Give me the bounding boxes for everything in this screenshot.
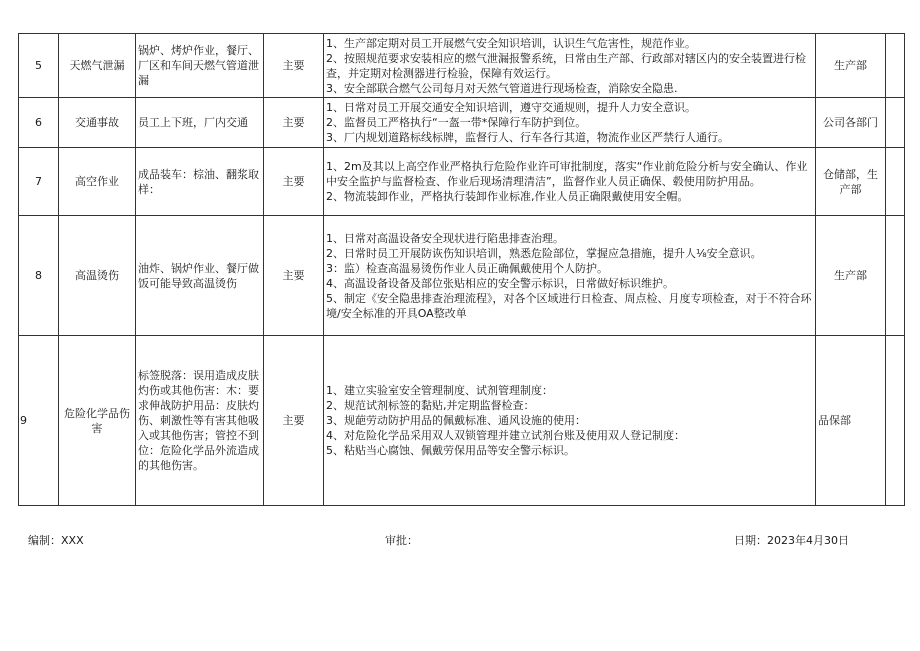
- hazard-name: 高温烫伤: [59, 216, 136, 336]
- measure-item: 5、粘贴当心腐蚀、佩戴劳保用品等安全警示标识。: [326, 444, 575, 457]
- blank-cell: [886, 98, 905, 148]
- measure-item: 1、日常对员工开展交通安全知识培训，遵守交通规则，提升人力安全意识。: [326, 101, 696, 114]
- measure-item: 3：监）检查高温易烫伤作业人员正确佩戴使用个人防护。: [326, 261, 608, 275]
- control-measures: [324, 148, 816, 216]
- measure-item: 3、规葩劳动防护用品的佩戴标准、通风设施的使用：: [326, 414, 586, 427]
- measure-item: 1、2m及其以上高空作业严格执行危险作业许可审批制度，落实“作业前危险分析与安全确认、作业中安全监护与监督检查、作业后现场清理清洁”，监督作业人员正确保、毂使用防护用品。: [326, 160, 808, 188]
- table-row: [19, 216, 905, 336]
- measure-item: 2、监督员工严格执行“一盔一带*保障行车防护到位。: [326, 116, 587, 129]
- measure-item: 5、制定《安全隐患排查治理流程》，对各个区域进行日检查、周点检、月度专项检查，对于不符合环境/安全标准的开具OA整改单: [326, 291, 812, 320]
- hazard-name: 交通事故: [59, 98, 136, 148]
- blank-cell: [886, 336, 905, 506]
- blank-cell: [886, 216, 905, 336]
- risk-level: 主要: [264, 148, 324, 216]
- table-row: [19, 336, 905, 506]
- hazard-name: 危险化学品伤害: [59, 336, 136, 506]
- responsible-department: 仓储部，生产部: [816, 148, 886, 216]
- editor-field: 编制：XXX: [28, 534, 84, 547]
- row-number: 5: [19, 34, 59, 98]
- measure-item: 4、高温设备设备及部位张贴相应的安全警示标识，日常做好标识维护。: [326, 276, 674, 290]
- measure-item: 2、规范试剂标签的黏贴,并定期监督检查：: [326, 399, 535, 412]
- row-number: 9: [19, 336, 59, 506]
- date-field: 日期：2023年4月30日: [734, 534, 849, 547]
- measure-item: 3、安全部联合燃气公司每月对天然气管道进行现场检查，消除安全隐患.: [326, 81, 678, 95]
- measure-item: 2、按照规范要求安装相应的燃气泄漏报警系统，日常由生产部、行政部对辖区内的安全装置进行检查，并定期对检测器进行检验，保障有效运行。: [326, 51, 806, 80]
- blank-cell: [886, 34, 905, 98]
- hazard-scene: 员工上下班，厂内交通: [136, 98, 264, 148]
- hazard-scene: 标签脱落：误用造成皮肤灼伤或其他伤害：木：要求伸战防护用品：皮肤灼伤、刺激性等有害其他吸入或其他伤害；管控不到位：危险化学品外流造成的其他伤害。: [136, 336, 264, 506]
- blank-cell: [886, 148, 905, 216]
- control-measures: [324, 336, 816, 506]
- table-row: [19, 98, 905, 148]
- risk-level: 主要: [264, 98, 324, 148]
- risk-level: 主要: [264, 216, 324, 336]
- hazard-name: 高空作业: [59, 148, 136, 216]
- measure-item: 4、对危险化学品采用双人双锁管理并建立试剂台账及使用双人登记制度：: [326, 429, 685, 442]
- responsible-department: 生产部: [816, 34, 886, 98]
- reviewer-field: 审批：: [385, 534, 418, 547]
- control-measures: [324, 216, 816, 336]
- hazard-name: 天燃气泄漏: [59, 34, 136, 98]
- hazard-scene: 锅炉、烤炉作业，餐厅、厂区和车间天燃气管道泄漏: [136, 34, 264, 98]
- measure-item: 1、生产部定期对员工开展燃气安全知识培训，认识生气危害性，规范作业。: [326, 36, 696, 50]
- responsible-department: 公司各部门: [816, 98, 886, 148]
- responsible-department: 生产部: [816, 216, 886, 336]
- control-measures: [324, 98, 816, 148]
- control-measures: [324, 34, 816, 98]
- measure-item: 2、物流装卸作业，严格执行装卸作业标准,作业人员正确限戴使用安全帽。: [326, 190, 689, 203]
- hazard-scene: 油炸、锅炉作业、餐厅做饭可能导致高温烫伤: [136, 216, 264, 336]
- table-row: [19, 34, 905, 98]
- row-number: 8: [19, 216, 59, 336]
- measure-item: 3、厂内规划道路标线标牌，监督行人、行车各行其道，物流作业区严禁行人通行。: [326, 131, 729, 144]
- responsible-department: 品保部: [816, 336, 886, 506]
- measure-item: 1、日常对高温设备安全现状进行陷患排查治理。: [326, 231, 564, 245]
- hazard-scene: 成品装车：棕油、翻浆取样：: [136, 148, 264, 216]
- table-row: [19, 148, 905, 216]
- row-number: 6: [19, 98, 59, 148]
- row-number: 7: [19, 148, 59, 216]
- risk-level: 主要: [264, 336, 324, 506]
- measure-item: 1、建立实验室安全管理制度、试剂管理制度：: [326, 384, 553, 397]
- risk-control-table: [18, 33, 905, 506]
- risk-level: 主要: [264, 34, 324, 98]
- measure-item: 2、日常时员工开展防诙伤知识培训，熟悉危险部位，掌握应急措施，提升人⅛安全意识。: [326, 246, 762, 260]
